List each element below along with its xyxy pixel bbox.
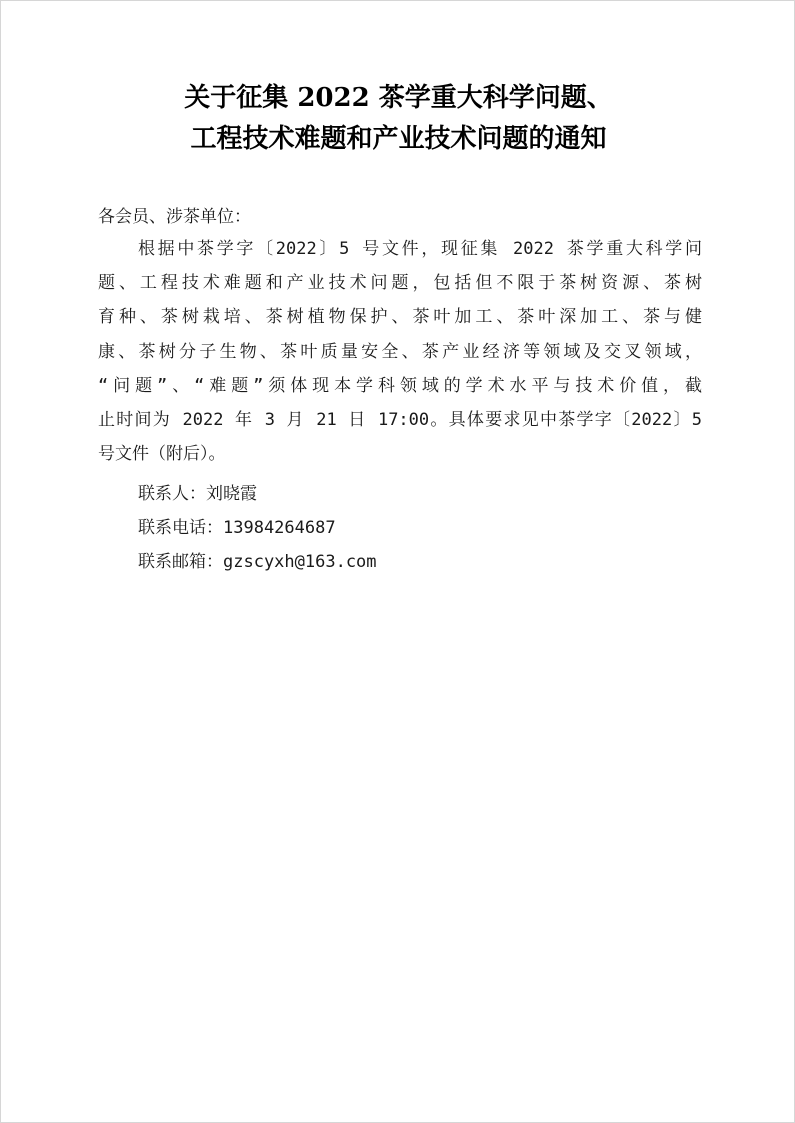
document-title-line-1: 关于征集 2022 茶学重大科学问题、: [184, 83, 613, 113]
body-paragraph: [98, 232, 702, 471]
contact-phone: 联系电话：13984264687: [138, 518, 336, 538]
document-title-line-2: 工程技术难题和产业技术问题的通知: [190, 124, 607, 154]
greeting: 各会员、涉茶单位：: [98, 207, 251, 227]
paragraph-line: 题、工程技术难题和产业技术问题，包括但不限于茶树资源、茶树: [98, 273, 702, 294]
contact-person: 联系人：刘晓霞: [138, 484, 257, 504]
paragraph-line: 康、茶树分子生物、茶叶质量安全、茶产业经济等领域及交叉领域，: [98, 341, 702, 362]
contact-email: 联系邮箱：gzscyxh@163.com: [138, 552, 377, 572]
paragraph-line: 育种、茶树栽培、茶树植物保护、茶叶加工、茶叶深加工、茶与健: [98, 307, 702, 328]
paragraph-line: 号文件（附后）。: [98, 444, 226, 465]
paragraph-line: 根据中茶学字〔2022〕5 号文件，现征集 2022 茶学重大科学问: [138, 239, 702, 259]
paragraph-line: 止时间为 2022 年 3 月 21 日 17:00。具体要求见中茶学字〔2022〕5: [98, 410, 702, 431]
paragraph-line: “问题”、“难题”须体现本学科领域的学术水平与技术价值，截: [98, 375, 702, 396]
